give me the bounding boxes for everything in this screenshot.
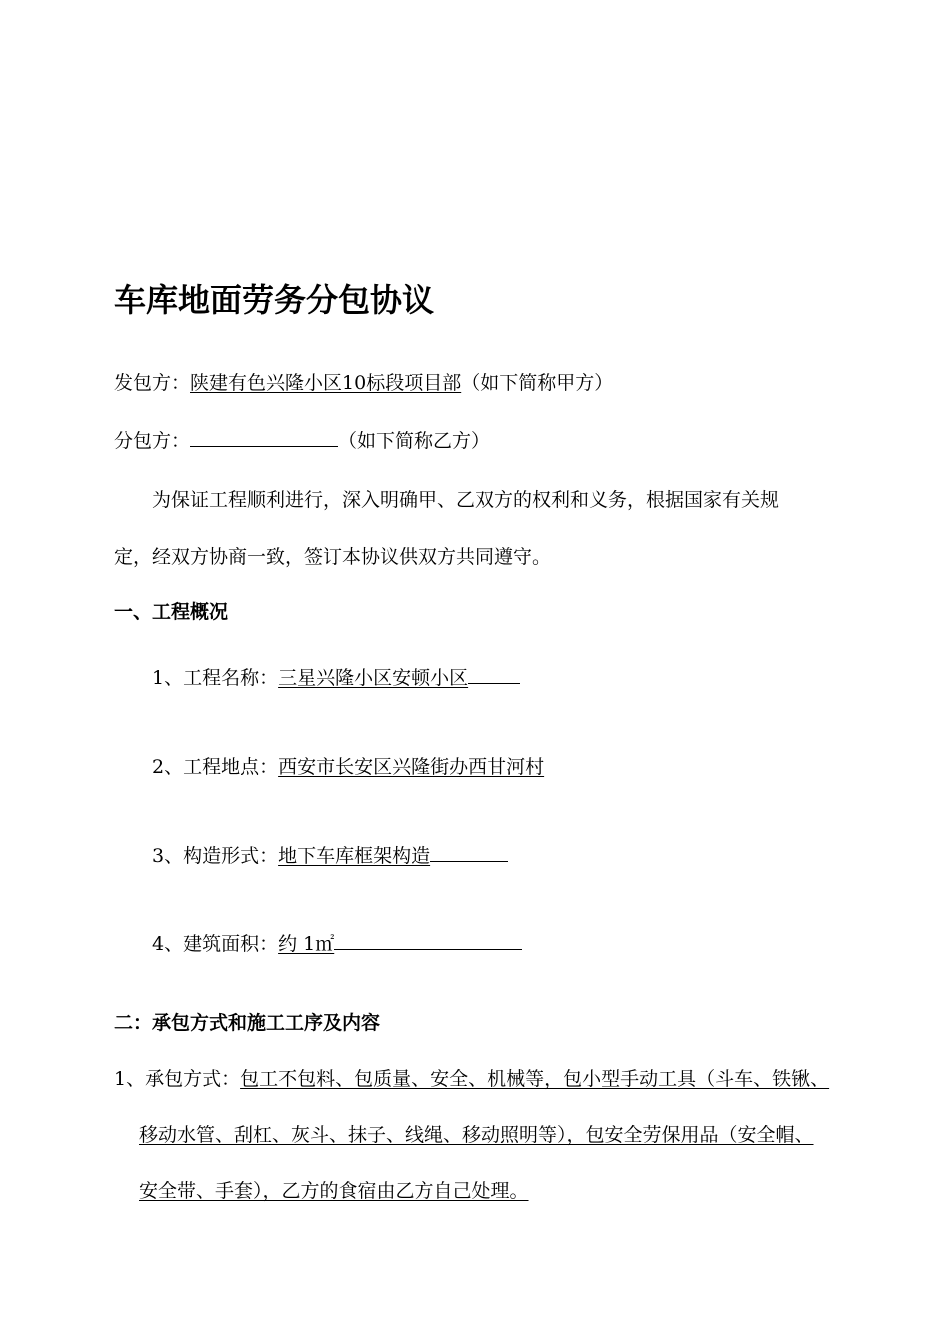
contractor-line — [114, 370, 613, 396]
section2-heading: 二：承包方式和施工工序及内容 — [114, 1012, 381, 1034]
contract-method-text-1: 包工不包料、包质量、安全、机械等，包小型手动工具（斗车、铁锹、 — [240, 1068, 830, 1090]
structure-type-line — [152, 843, 508, 869]
section1-heading: 一、工程概况 — [114, 601, 229, 623]
building-area-line — [152, 931, 522, 957]
subcontractor-suffix: （如下简称乙方） — [338, 430, 491, 452]
contract-method-text-3: 安全带、手套），乙方的食宿由乙方自己处理。 — [139, 1180, 529, 1202]
contract-method-text-2: 移动水管、刮杠、灰斗、抹子、线绳、移动照明等），包安全劳保用品（安全帽、 — [139, 1124, 814, 1146]
structure-type-blank — [430, 860, 508, 862]
intro-line-1: 为保证工程顺利进行，深入明确甲、乙双方的权利和义务，根据国家有关规 — [152, 489, 780, 511]
subcontractor-blank[interactable] — [190, 445, 338, 447]
project-name-blank — [468, 682, 520, 684]
structure-type-label: 3、构造形式： — [152, 845, 279, 867]
project-location-value: 西安市长安区兴隆街办西甘河村 — [278, 756, 545, 778]
document-title: 车库地面劳务分包协议 — [114, 281, 435, 319]
subcontractor-line — [114, 428, 490, 454]
structure-type-value: 地下车库框架构造 — [278, 845, 431, 867]
building-area-label: 4、建筑面积： — [152, 933, 279, 955]
building-area-blank — [334, 948, 522, 950]
intro-line-2: 定，经双方协商一致，签订本协议供双方共同遵守。 — [114, 546, 552, 568]
contract-method-line-1 — [114, 1066, 829, 1092]
contract-method-line-3 — [139, 1178, 529, 1204]
project-location-label: 2、工程地点： — [152, 756, 279, 778]
project-name-value: 三星兴隆小区安顿小区 — [278, 667, 469, 689]
contract-method-label: 1、承包方式： — [114, 1068, 241, 1090]
project-location-line — [152, 754, 544, 780]
contractor-suffix: （如下简称甲方） — [461, 372, 614, 394]
building-area-value: 约 1㎡ — [278, 933, 335, 955]
project-name-line — [152, 665, 520, 691]
subcontractor-label: 分包方： — [114, 430, 191, 452]
contractor-label: 发包方： — [114, 372, 191, 394]
project-name-label: 1、工程名称： — [152, 667, 279, 689]
contract-method-line-2 — [139, 1122, 814, 1148]
contractor-value: 陕建有色兴隆小区10标段项目部 — [190, 372, 462, 394]
